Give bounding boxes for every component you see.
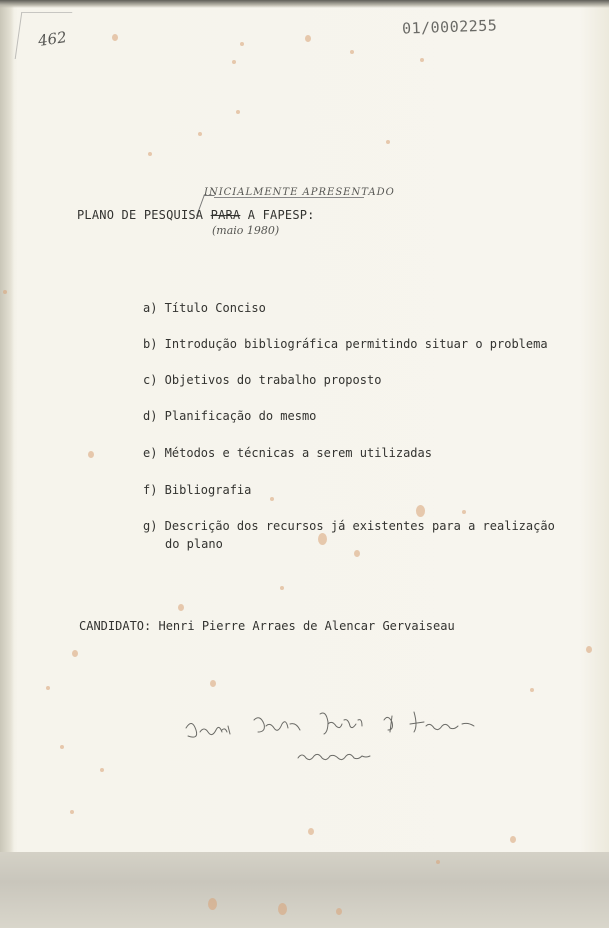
stain [148, 152, 152, 156]
stain [436, 860, 440, 864]
stain [112, 34, 118, 41]
stain [72, 650, 78, 657]
stain [208, 898, 217, 910]
list-item-text: b) Introdução bibliográfica permitindo situar o problema [143, 337, 548, 351]
stain [305, 35, 311, 42]
stain [3, 290, 7, 294]
candidate-line [79, 619, 455, 633]
candidate-label: CANDIDATO: [79, 619, 152, 633]
signature-drawing [170, 690, 510, 780]
stain [510, 836, 516, 843]
stain [88, 451, 94, 458]
list-item-text: c) Objetivos do trabalho proposto [143, 373, 382, 387]
stain [60, 745, 64, 749]
list-item [143, 444, 432, 462]
handwritten-annotation: INICIALMENTE APRESENTADO [204, 187, 395, 198]
list-item [143, 335, 548, 353]
list-item-text: g) Descrição dos recursos já existentes para a realização [143, 519, 555, 533]
stain [462, 510, 466, 514]
list-item-text: e) Métodos e técnicas a serem utilizadas [143, 446, 432, 460]
stain [420, 58, 424, 62]
list-item [143, 517, 555, 553]
stain [416, 505, 425, 517]
stain [336, 908, 342, 915]
list-item [143, 481, 251, 499]
stain [70, 810, 74, 814]
stain [270, 497, 274, 501]
handwritten-date: (maio 1980) [212, 224, 280, 237]
scan-bottom-band [0, 852, 609, 928]
document-heading [77, 208, 315, 222]
heading-struck-word: PARA [210, 208, 241, 222]
stain [232, 60, 236, 64]
annotation-underline [214, 197, 364, 198]
list-item [143, 407, 316, 425]
list-item-continuation: do plano [165, 537, 223, 551]
scan-top-edge [0, 0, 609, 8]
archive-number: 01/0002255 [401, 16, 498, 38]
stain [210, 680, 216, 687]
list-item-text: a) Título Conciso [143, 301, 266, 315]
candidate-name: Henri Pierre Arraes de Alencar Gervaiseau [158, 619, 455, 633]
stain [278, 903, 287, 915]
folio-number: 462 [36, 28, 68, 50]
stain [178, 604, 184, 611]
handwritten-signature [170, 690, 510, 780]
heading-prefix: PLANO DE PESQUISA [77, 208, 211, 222]
list-item-text: d) Planificação do mesmo [143, 409, 317, 423]
stain [100, 768, 104, 772]
list-item [143, 371, 381, 389]
stain [586, 646, 592, 653]
list-item-text: f) Bibliografia [143, 483, 252, 497]
stain [46, 686, 50, 690]
stain [236, 110, 240, 114]
stain [198, 132, 202, 136]
stain [530, 688, 534, 692]
stain [280, 586, 284, 590]
heading-suffix: A FAPESP: [240, 208, 315, 222]
stain [308, 828, 314, 835]
list-item [143, 299, 266, 317]
scan-left-edge [0, 0, 14, 928]
stain [240, 42, 244, 46]
stain [386, 140, 390, 144]
stain [350, 50, 354, 54]
